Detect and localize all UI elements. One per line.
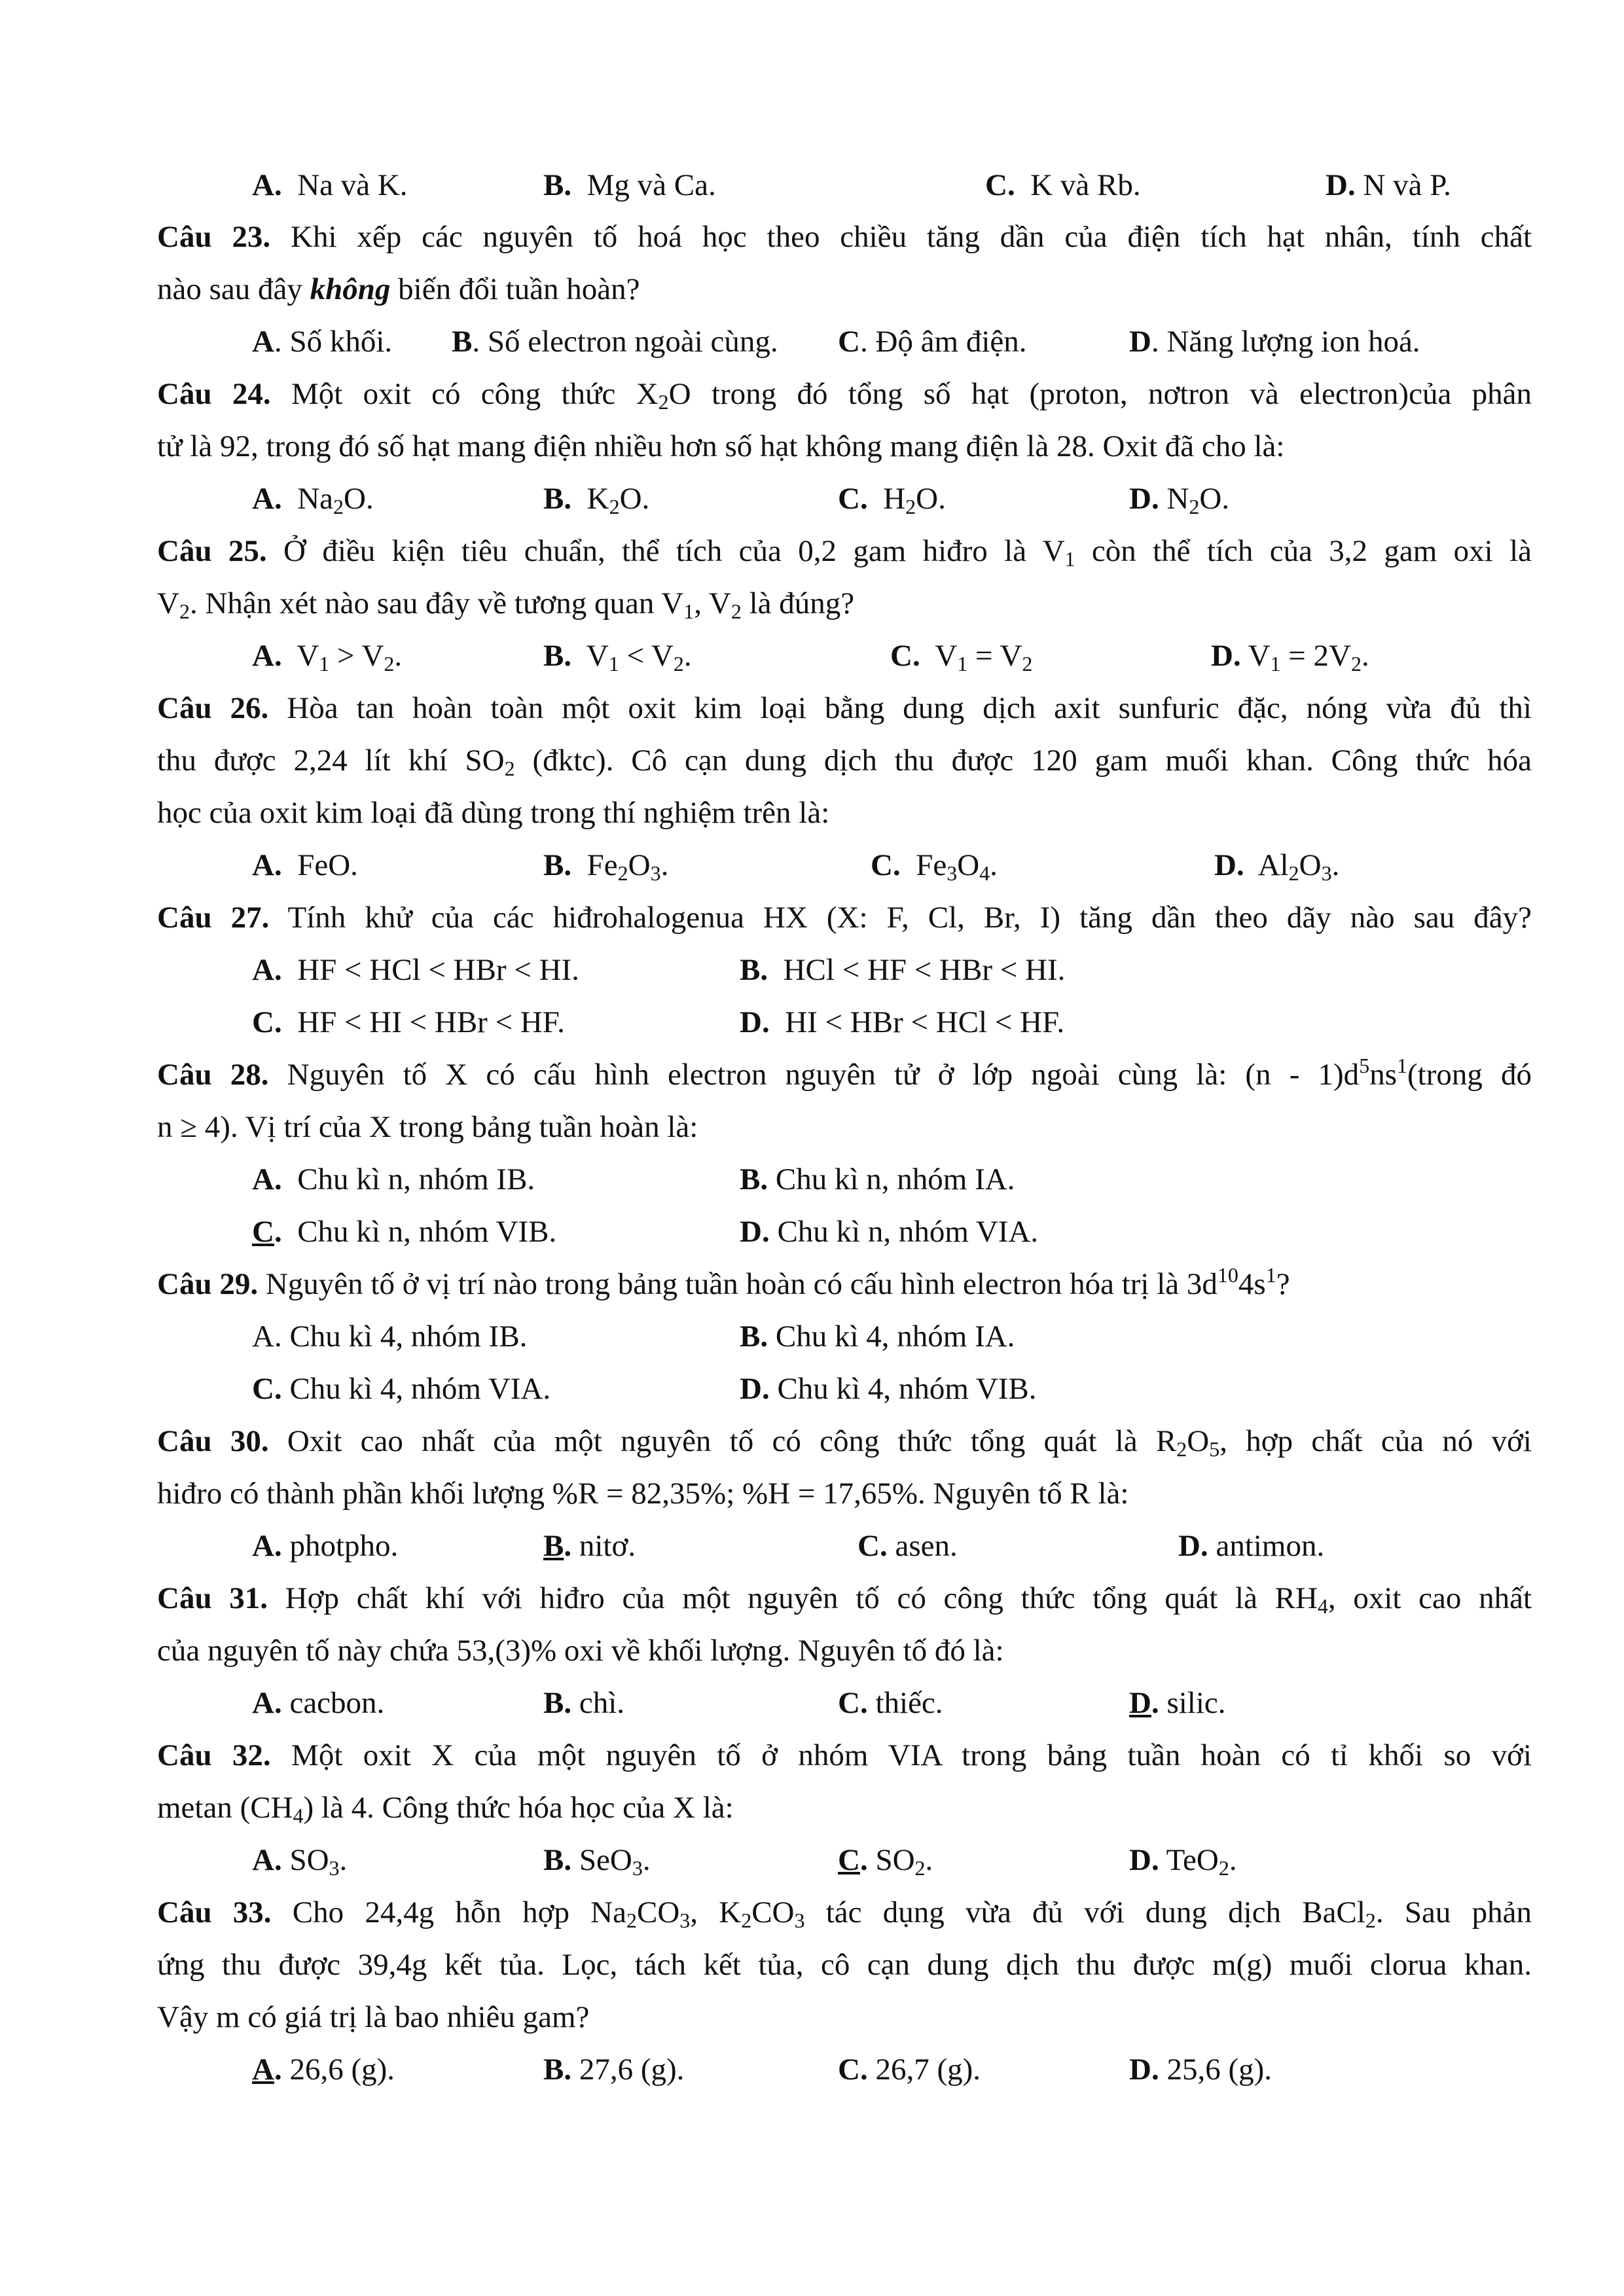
q25-option-a: A. $V_1 > V_2$. [252, 639, 403, 675]
q31-option-b: B. chì. [543, 1686, 625, 1720]
q24-stem-line2: tử là 92, trong đó số hạt mang điện nhiều hơn số hạt không mang điện là 28. Oxit đã cho là: [157, 429, 1285, 463]
q24-option-b: B. $K_2O$. [543, 482, 650, 518]
q26-option-b: B. $Fe_2O_3$. [543, 848, 669, 885]
q32-stem-line1: Câu 32. Một oxit X của một nguyên tố ở nhóm VIA trong bảng tuần hoàn có tỉ khối so với [157, 1738, 1532, 1772]
q28-stem-line1: Câu 28. Nguyên tố X có cấu hình electron nguyên tử ở lớp ngoài cùng là: $(n - 1)d^5ns^1(trong$ đó [157, 1054, 1532, 1092]
q29-stem-line1: Câu 29. Nguyên tố ở vị trí nào trong bảng tuần hoàn có cấu hình electron hóa trị là $3d^{10}4s^1$? [157, 1263, 1290, 1301]
q33-stem-line2: ứng thu được 39,4g kết tủa. Lọc, tách kết tủa, cô cạn dung dịch thu được m(g) muối clorua khan. [157, 1948, 1532, 1982]
q31-option-c: C. thiếc. [838, 1686, 943, 1720]
q26-option-c: C. $Fe_3O_4$. [871, 848, 998, 885]
q27-option-a: A. HF < HCl < HBr < HI. [252, 953, 579, 987]
q26-option-a: A. FeO. [252, 848, 358, 882]
q32-option-d: D. TeO$_2$. [1129, 1843, 1237, 1880]
q29-option-b: B. Chu kì 4, nhóm IA. [740, 1319, 1015, 1354]
q26-stem-line1: Câu 26. Hòa tan hoàn toàn một oxit kim loại bằng dung dịch axit sunfuric đặc, nóng vừa đủ thì [157, 691, 1532, 725]
q28-option-b: B. Chu kì n, nhóm IA. [740, 1162, 1015, 1196]
q31-stem-line2: của nguyên tố này chứa 53,(3)% oxi về khối lượng. Nguyên tố đó là: [157, 1634, 1004, 1668]
q33-option-d: D. 25,6 (g). [1129, 2053, 1272, 2087]
q31-option-d: D. silic. [1129, 1686, 1226, 1720]
q23-stem-line2: nào sau đây không biến đổi tuần hoàn? [157, 272, 640, 306]
q30-option-d: D. antimon. [1178, 1529, 1325, 1563]
q28-option-a: A. Chu kì n, nhóm IB. [252, 1162, 535, 1196]
q29-option-d: D. Chu kì 4, nhóm VIB. [740, 1372, 1037, 1406]
q26-stem-line3: học của oxit kim loại đã dùng trong thí nghiệm trên là: [157, 796, 830, 830]
q25-option-d: D. $V_1 = 2V_2$. [1211, 639, 1369, 675]
q30-option-a: A. photpho. [252, 1529, 399, 1563]
q22-option-d: D. N và P. [1326, 168, 1451, 202]
q33-option-b: B. 27,6 (g). [543, 2053, 685, 2087]
q22-option-b: B. Mg và Ca. [543, 168, 716, 202]
q25-option-b: B. $V_1 < V_2$. [543, 639, 692, 675]
q22-option-c: C. K và Rb. [985, 168, 1141, 202]
q33-stem-line1: Câu 33. Cho 24,4g hỗn hợp $Na_2CO_3$, $K_2CO_3$ tác dụng vừa đủ với dung dịch BaCl$_2$. Sau phản [157, 1895, 1532, 1932]
q32-option-c: C. $SO_2$. [838, 1843, 933, 1880]
q22-option-a: A. Na và K. [252, 168, 408, 202]
q27-option-c: C. HF < HI < HBr < HF. [252, 1005, 565, 1039]
q25-stem-line2: $V_2$. Nhận xét nào sau đây về tương quan $V_1$, $V_2$ là đúng? [157, 586, 855, 623]
q24-option-c: C. $H_2O$. [838, 482, 946, 518]
q24-stem-line1: Câu 24. Một oxit có công thức $X_2O$ trong đó tổng số hạt (proton, nơtron và electron)của phân [157, 377, 1532, 414]
q31-stem-line1: Câu 31. Hợp chất khí với hiđro của một nguyên tố có công thức tổng quát là $RH_4$, oxit cao nhất [157, 1581, 1532, 1618]
q25-stem-line1: Câu 25. Ở điều kiện tiêu chuẩn, thể tích của 0,2 gam hiđro là $V_1$ còn thể tích của 3,2 gam oxi là [157, 534, 1532, 571]
q32-option-b: B. SeO$_3$. [543, 1843, 651, 1880]
q27-stem-line1: Câu 27. Tính khử của các hiđrohalogenua HX (X: F, Cl, Br, I) tăng dần theo dãy nào sau đây? [157, 901, 1532, 935]
q26-option-d: D. $Al_2O_3$. [1214, 848, 1340, 885]
q23-option-a: A. Số khối. [252, 325, 393, 359]
q23-stem-line1: Câu 23. Khi xếp các nguyên tố hoá học theo chiều tăng dần của điện tích hạt nhân, tính chất [157, 220, 1532, 254]
q29-option-a: A. Chu kì 4, nhóm IB. [252, 1319, 528, 1354]
q30-stem-line1: Câu 30. Oxit cao nhất của một nguyên tố có công thức tổng quát là $R_2O_5$, hợp chất của nó với [157, 1424, 1532, 1461]
q33-stem-line3: Vậy m có giá trị là bao nhiêu gam? [157, 2000, 590, 2034]
q25-option-c: C. $V_1 = V_2$ [890, 639, 1033, 675]
q24-option-a: A. $Na_2O$. [252, 482, 374, 518]
q27-option-d: D. HI < HBr < HCl < HF. [740, 1005, 1065, 1039]
q26-stem-line2: thu được 2,24 lít khí $SO_2$ (đktc). Cô cạn dung dịch thu được 120 gam muối khan. Công thức hóa [157, 744, 1532, 780]
q30-stem-line2: hiđro có thành phần khối lượng %R = 82,35%; %H = 17,65%. Nguyên tố R là: [157, 1477, 1129, 1511]
q32-option-a: A. $SO_3$. [252, 1843, 348, 1880]
q33-option-c: C. 26,7 (g). [838, 2053, 981, 2087]
q31-option-a: A. cacbon. [252, 1686, 385, 1720]
q23-option-d: D. Năng lượng ion hoá. [1129, 325, 1420, 359]
q24-option-d: D. $N_2O$. [1129, 482, 1230, 518]
q33-option-a: A. 26,6 (g). [252, 2053, 395, 2087]
q23-option-c: C. Độ âm điện. [838, 325, 1027, 359]
q28-option-c: C. Chu kì n, nhóm VIB. [252, 1215, 557, 1249]
q29-option-c: C. Chu kì 4, nhóm VIA. [252, 1372, 551, 1406]
q32-stem-line2: metan $(CH_4)$ là 4. Công thức hóa học của X là: [157, 1791, 734, 1827]
q28-option-d: D. Chu kì n, nhóm VIA. [740, 1215, 1039, 1249]
q30-option-b: B. nitơ. [543, 1529, 636, 1563]
q27-option-b: B. HCl < HF < HBr < HI. [740, 953, 1066, 987]
q23-option-b: B. Số electron ngoài cùng. [452, 325, 778, 359]
q30-option-c: C. asen. [857, 1529, 958, 1563]
q28-stem-line2: n ≥ 4). Vị trí của X trong bảng tuần hoàn là: [157, 1110, 698, 1144]
